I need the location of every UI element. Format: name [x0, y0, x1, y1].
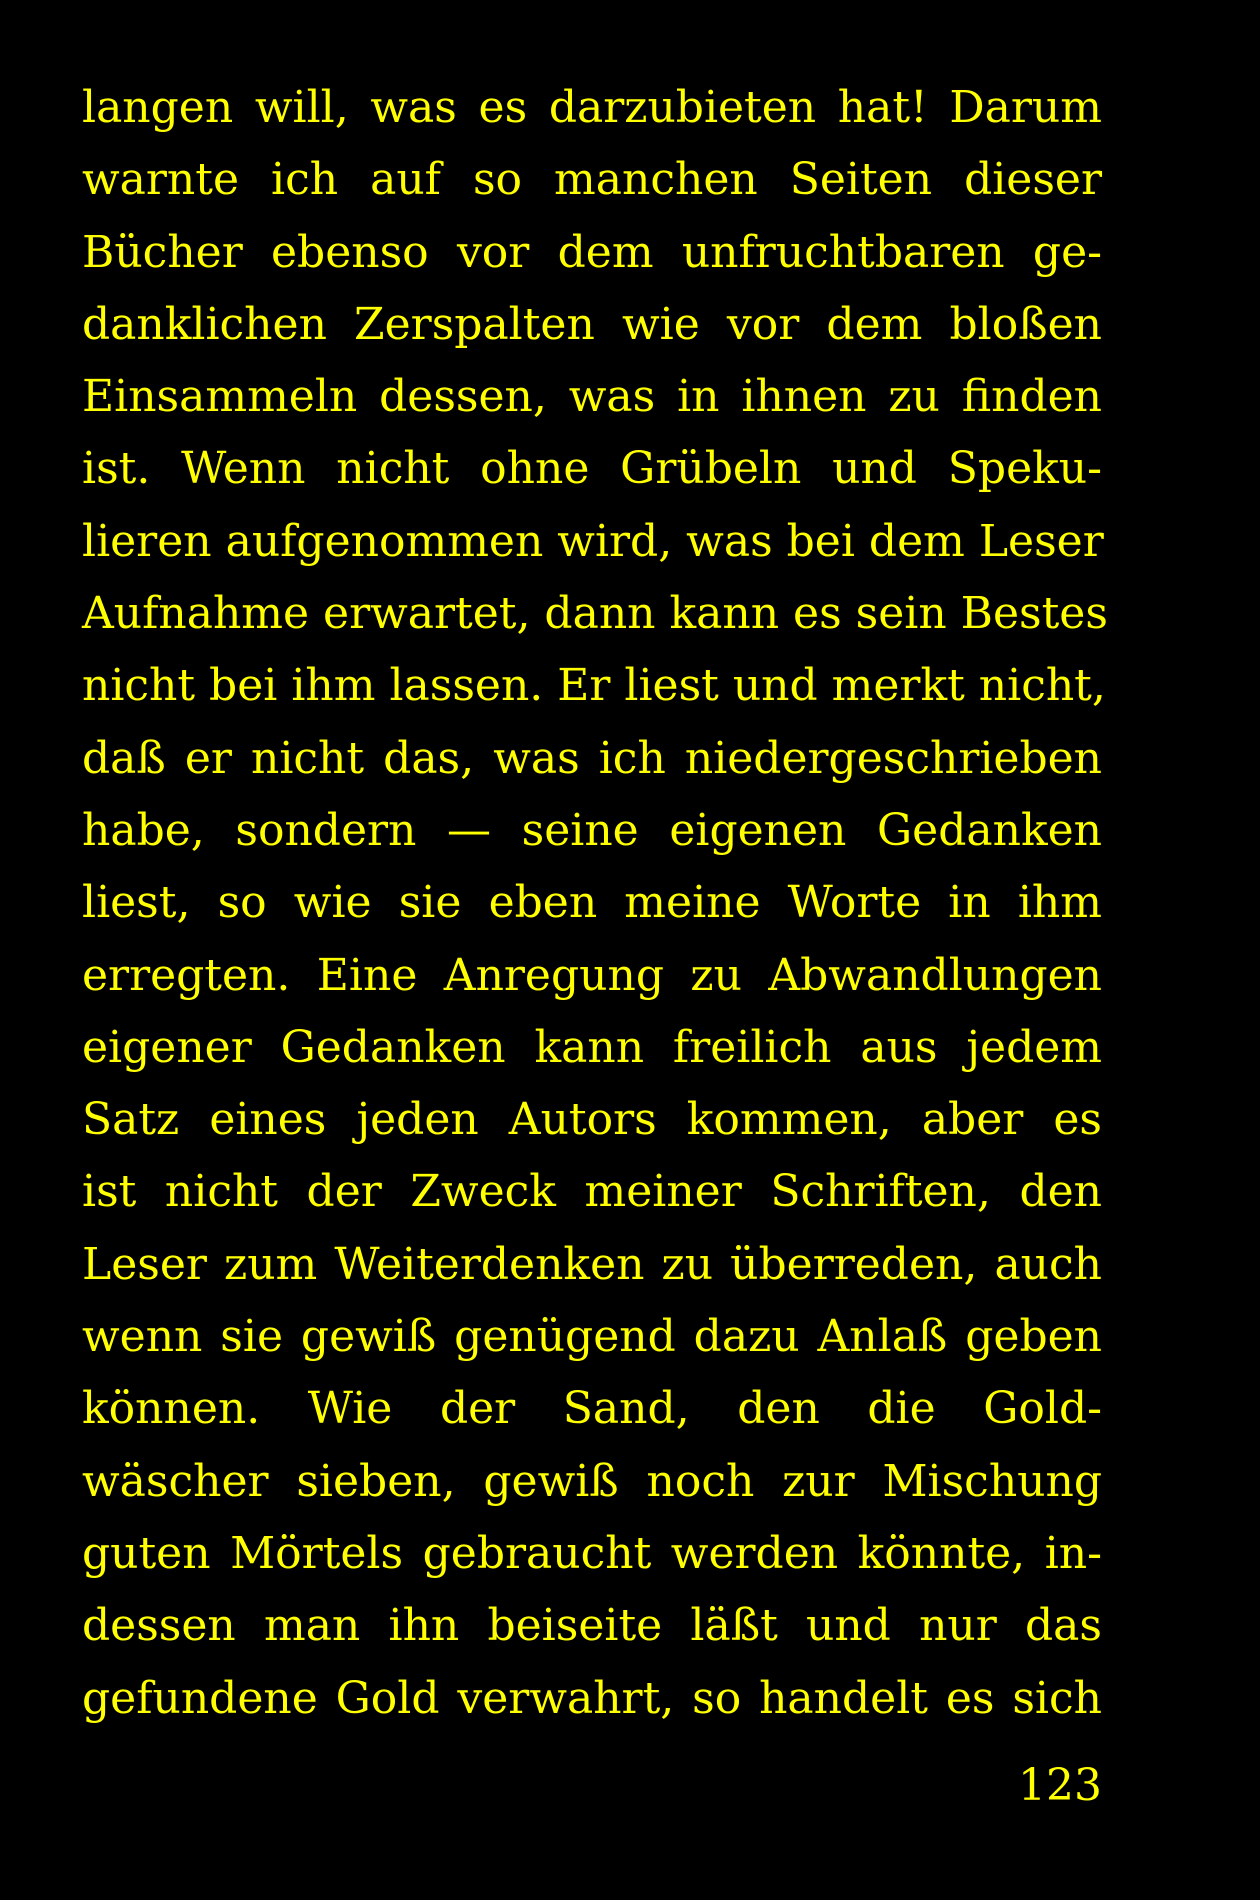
text-line: Satz eines jeden Autors kommen, aber es: [82, 1094, 1102, 1146]
text-line: liest, so wie sie eben meine Worte in ihm: [82, 877, 1102, 929]
text-line: langen will, was es darzubieten hat! Darum: [82, 82, 1102, 133]
text-line: lieren aufgenommen wird, was bei dem Leser: [82, 515, 1104, 567]
text-line: habe, sondern — seine eigenen Gedanken: [82, 804, 1102, 856]
text-line: Leser zum Weiterdenken zu überreden, auch: [82, 1238, 1102, 1290]
text-line: warnte ich auf so manchen Seiten dieser: [82, 154, 1102, 206]
text-line: daß er nicht das, was ich niedergeschrieben: [82, 732, 1102, 784]
text-line: danklichen Zerspalten wie vor dem bloßen: [82, 298, 1102, 350]
text-line: gefundene Gold verwahrt, so handelt es sich: [82, 1672, 1102, 1724]
text-line: Aufnahme erwartet, dann kann es sein Bestes: [82, 588, 1108, 640]
text-line: Bücher ebenso vor dem unfruchtbaren ge-: [82, 226, 1102, 278]
text-line: ist nicht der Zweck meiner Schriften, den: [82, 1166, 1102, 1218]
text-line: wenn sie gewiß genügend dazu Anlaß geben: [82, 1311, 1102, 1363]
text-line: dessen man ihn beiseite läßt und nur das: [82, 1600, 1102, 1652]
body-text: [82, 72, 1108, 1735]
text-line: nicht bei ihm lassen. Er liest und merkt nicht,: [82, 660, 1106, 712]
text-line: wäscher sieben, gewiß noch zur Mischung: [82, 1455, 1102, 1507]
text-line: guten Mörtels gebraucht werden könnte, in-: [82, 1527, 1102, 1579]
text-line: ist. Wenn nicht ohne Grübeln und Speku-: [82, 443, 1102, 495]
text-line: können. Wie der Sand, den die Gold-: [82, 1383, 1102, 1435]
text-line: erregten. Eine Anregung zu Abwandlungen: [82, 949, 1102, 1001]
text-line: eigener Gedanken kann freilich aus jedem: [82, 1021, 1102, 1073]
page-number: 123: [1018, 1760, 1102, 1811]
text-line: Einsammeln dessen, was in ihnen zu finden: [82, 371, 1102, 423]
